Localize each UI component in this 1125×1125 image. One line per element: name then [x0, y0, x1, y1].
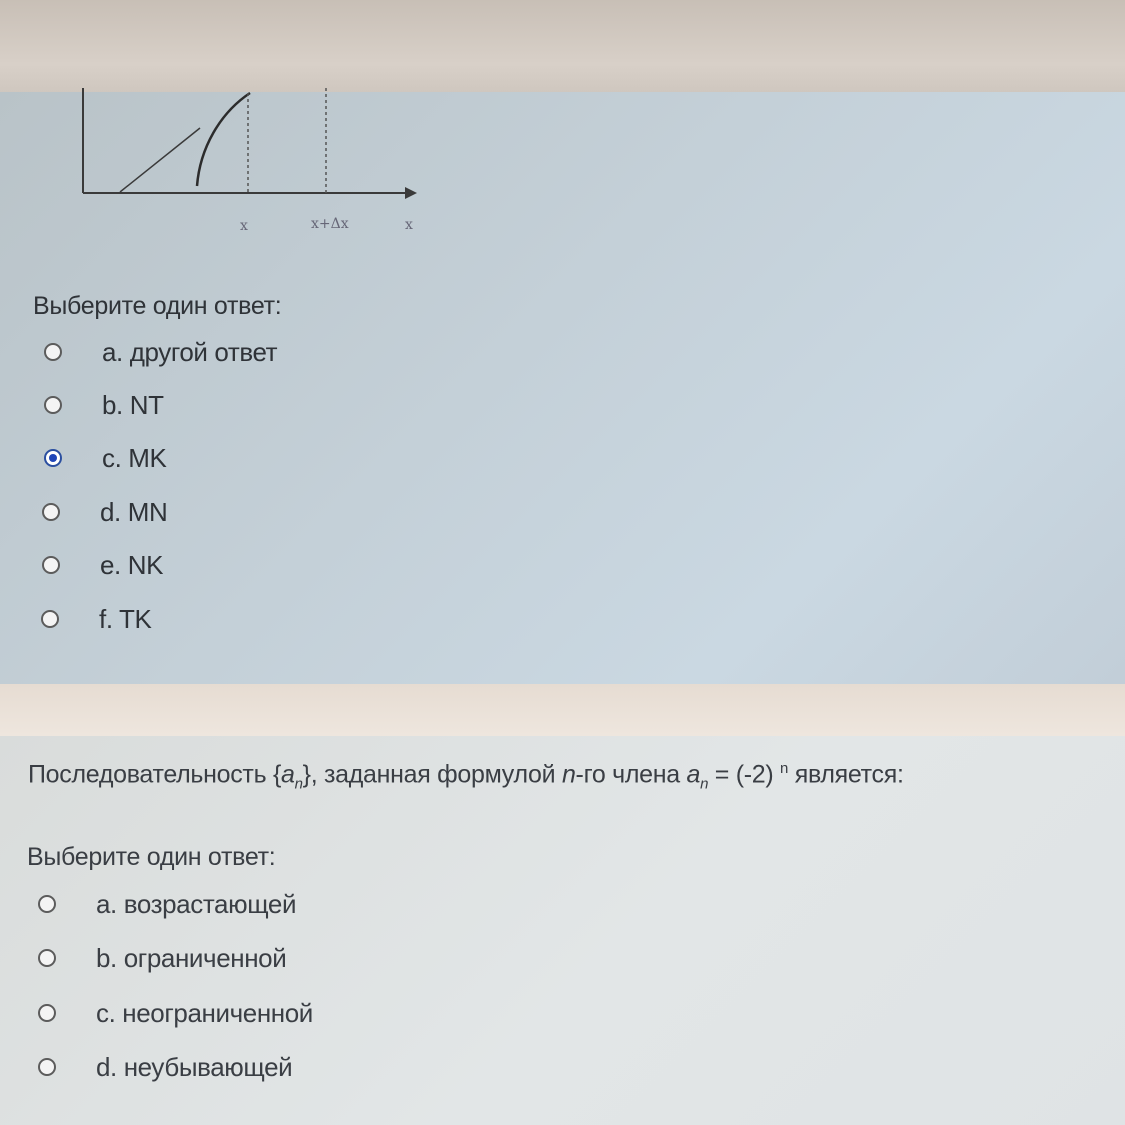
q2-text-part4: = (-2)	[708, 760, 781, 789]
top-bar	[0, 0, 1125, 92]
q1-option-e-label: e. NK	[100, 549, 164, 580]
q2-n-sup: n	[780, 760, 789, 777]
x-delta-tick-label: x+Δx	[311, 216, 349, 232]
q1-option-d-label: d. MN	[100, 496, 168, 527]
q2-n-italic: n	[561, 760, 576, 789]
x-axis-label: x	[405, 217, 413, 233]
q1-option-e[interactable]	[42, 547, 163, 583]
function-curve	[197, 93, 250, 186]
q2-option-c-label: c. неограниченной	[96, 997, 313, 1028]
q1-radio-a[interactable]	[44, 343, 62, 361]
q1-option-b[interactable]	[44, 387, 164, 423]
q2-option-b-label: b. ограниченной	[96, 942, 287, 973]
q2-radio-c[interactable]	[38, 1004, 56, 1022]
q1-option-a[interactable]	[44, 334, 277, 370]
tangent-line	[120, 128, 200, 192]
q1-radio-b[interactable]	[44, 396, 62, 414]
q1-radio-f[interactable]	[41, 610, 59, 628]
question-1-prompt: Выберите один ответ:	[33, 292, 282, 320]
q1-option-d[interactable]	[42, 494, 167, 530]
question-2-text	[28, 760, 904, 792]
question-separator	[0, 684, 1125, 736]
q1-radio-e[interactable]	[42, 556, 60, 574]
q2-n-sub-2: n	[700, 775, 709, 793]
q2-text-part5: является:	[788, 760, 904, 789]
x-axis-arrow	[405, 187, 417, 199]
q2-text-part3: -го члена	[575, 760, 687, 789]
q1-option-c-label: c. MK	[102, 442, 167, 473]
q1-option-f[interactable]	[41, 601, 151, 637]
q2-a-symbol: a	[281, 760, 295, 789]
question-2-prompt: Выберите один ответ:	[27, 843, 276, 871]
q2-text-part1: Последовательность {	[28, 760, 281, 789]
q1-option-a-label: a. другой ответ	[102, 336, 278, 367]
q2-option-c[interactable]	[38, 995, 313, 1031]
q1-radio-c-selected[interactable]	[44, 449, 62, 467]
q1-radio-d[interactable]	[42, 503, 60, 521]
q2-text-part2: }, заданная формулой	[302, 760, 562, 789]
q2-option-d-label: d. неубывающей	[96, 1051, 293, 1082]
derivative-graph	[60, 88, 460, 248]
q2-option-d[interactable]	[38, 1049, 292, 1085]
q2-option-a-label: a. возрастающей	[96, 888, 297, 919]
q1-option-f-label: f. TK	[99, 603, 152, 634]
q2-n-sub: n	[294, 775, 303, 793]
x-tick-label: x	[240, 218, 248, 234]
q2-radio-b[interactable]	[38, 949, 56, 967]
q2-radio-a[interactable]	[38, 895, 56, 913]
q2-radio-d[interactable]	[38, 1058, 56, 1076]
q2-option-a[interactable]	[38, 886, 296, 922]
q1-option-c[interactable]	[44, 440, 166, 476]
q2-a-symbol-2: a	[686, 760, 701, 789]
q1-option-b-label: b. NT	[102, 389, 164, 420]
q2-option-b[interactable]	[38, 940, 286, 976]
